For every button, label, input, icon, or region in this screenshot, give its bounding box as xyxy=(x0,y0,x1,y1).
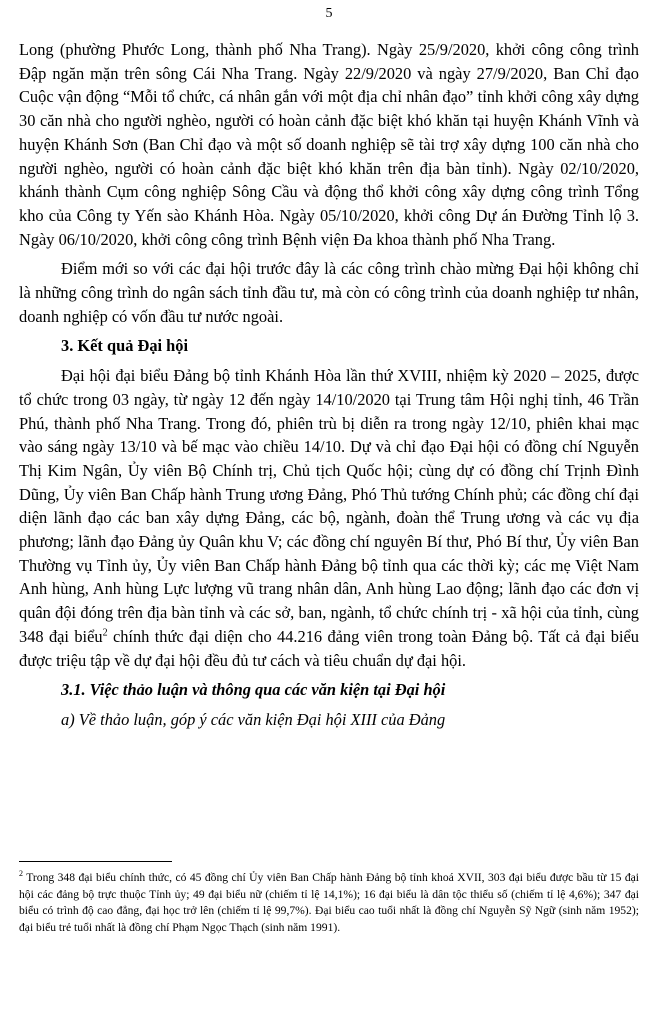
paragraph-text: Đại hội đại biểu Đảng bộ tỉnh Khánh Hòa lần thứ XVIII, nhiệm kỳ 2020 – 2025, được tổ chức trong 03 ngày, từ ngày 12 đến ngày 14/10/2020 tại Trung tâm Hội nghị tỉnh, 46 Trần Phú, thành phố Nha Trang. Trong đó, phiên trù bị diễn ra trong ngày 12/10, phiên khai mạc vào sáng ngày 13/10 và bế mạc vào chiều 14/10. Dự và chỉ đạo Đại hội có đồng chí Nguyễn Thị Kim Ngân, Ủy viên Bộ Chính trị, Chủ tịch Quốc hội; cùng dự có đồng chí Trịnh Đình Dũng, Ủy viên Ban Chấp hành Trung ương Đảng, Phó Thủ tướng Chính phủ; các đồng chí đại diện lãnh đạo các ban xây dựng Đảng, các bộ, ngành, đoàn thể Trung ương và các vụ địa phương; lãnh đạo Đảng ủy Quân khu V; các đồng chí nguyên Bí thư, Phó Bí thư, Ủy viên Ban Thường vụ Tỉnh ủy, Ủy viên Ban Chấp hành Đảng bộ tỉnh qua các thời kỳ; các mẹ Việt Nam Anh hùng, Anh hùng Lực lượng vũ trang nhân dân, Anh hùng Lao động; lãnh đạo các đơn vị quân đội đóng trên địa bàn tỉnh và các sở, ban, ngành, tổ chức chính trị - xã hội của tỉnh, cùng 348 đại biểu xyxy=(19,366,639,646)
footnote-reference[interactable]: 2 xyxy=(102,627,108,639)
document-body xyxy=(19,38,639,732)
page-number: 5 xyxy=(325,6,333,21)
footnote xyxy=(19,870,639,936)
footnote-divider xyxy=(19,861,172,862)
subsubsection-heading-discussion: a) Về thảo luận, góp ý các văn kiện Đại hội XIII của Đảng xyxy=(61,709,446,729)
paragraph-construction-projects: Long (phường Phước Long, thành phố Nha Trang). Ngày 25/9/2020, khởi công công trình Đập ngăn mặn trên sông Cái Nha Trang. Ngày 22/9/2020 và ngày 27/9/2020, Ban Chỉ đạo Cuộc vận động “Mỗi tổ chức, cá nhân gắn với một địa chỉ nhân đạo” tỉnh khởi công xây dựng 30 căn nhà cho người nghèo, người có hoàn cảnh đặc biệt khó khăn tại huyện Khánh Vĩnh và huyện Khánh Sơn (Ban Chỉ đạo và một số doanh nghiệp sẽ tài trợ xây dựng 100 căn nhà cho người nghèo, người có hoàn cảnh đặc biệt khó khăn trên địa bàn tỉnh). Ngày 02/10/2020, khánh thành Cụm công nghiệp Sông Cầu và động thổ khởi công xây dựng công trình Tổng kho của Công ty Yến sào Khánh Hòa. Ngày 05/10/2020, khởi công Dự án Đường Tỉnh lộ 3. Ngày 06/10/2020, khởi công công trình Bệnh viện Đa khoa thành phố Nha Trang. xyxy=(19,40,639,249)
subsection-heading-documents: 3.1. Việc thảo luận và thông qua các văn kiện tại Đại hội xyxy=(61,680,446,700)
paragraph-text-continued: chính thức đại diện cho 44.216 đảng viên trong toàn Đảng bộ. Tất cả đại biểu được triệu tập về dự đại hội đều đủ tư cách và tiêu chuẩn dự đại hội. xyxy=(19,626,639,670)
footnote-marker: 2 xyxy=(19,869,23,879)
footnote-text: Trong 348 đại biểu chính thức, có 45 đồng chí Ủy viên Ban Chấp hành Đảng bộ tỉnh khoá XVII, 303 đại biểu được bầu từ 15 đại hội các đảng bộ trực thuộc Tỉnh ủy; 49 đại biểu nữ (chiếm tỉ lệ 14,1%); 16 đại biểu là dân tộc thiểu số (chiếm tỉ lệ 4,6%); 347 đại biểu có trình độ cao đẳng, đại học trở lên (chiếm tỉ lệ 99,7%). Đại biểu cao tuổi nhất là đồng chí Nguyễn Sỹ Ngữ (sinh năm 1952); đại biểu trẻ tuổi nhất là đồng chí Phạm Ngọc Thạch (sinh năm 1991). xyxy=(19,871,639,934)
paragraph-congress-results xyxy=(19,364,639,672)
paragraph-new-point: Điểm mới so với các đại hội trước đây là các công trình chào mừng Đại hội không chỉ là những công trình do ngân sách tỉnh đầu tư, mà còn có công trình của doanh nghiệp tư nhân, doanh nghiệp có vốn đầu tư nước ngoài. xyxy=(19,259,639,326)
section-heading-results: 3. Kết quả Đại hội xyxy=(61,336,189,356)
